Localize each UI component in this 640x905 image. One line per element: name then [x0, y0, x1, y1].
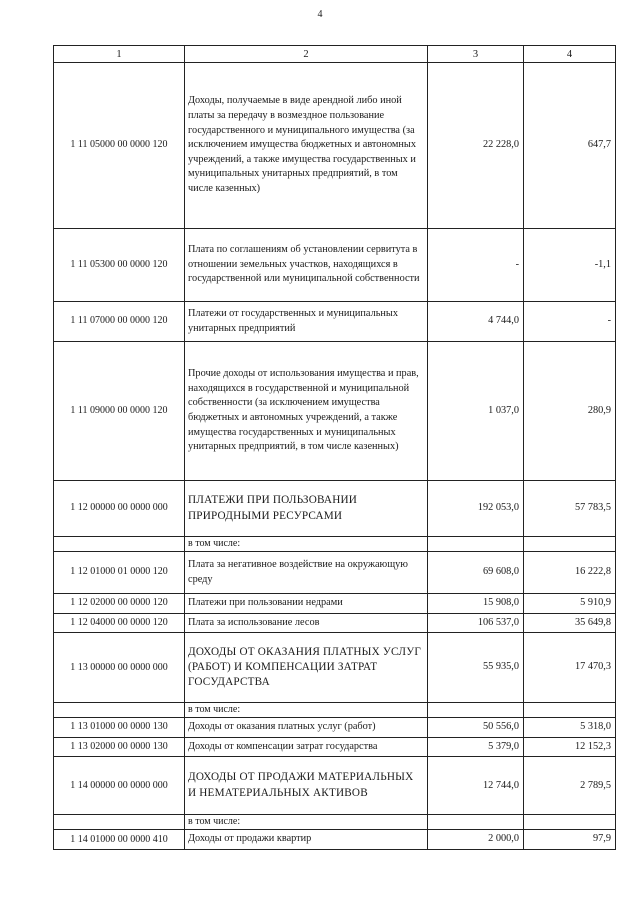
row-value-col4: 2 789,5	[524, 757, 616, 815]
table-row	[54, 63, 616, 229]
row-code: 1 12 04000 00 0000 120	[54, 613, 185, 633]
empty-cell	[54, 537, 185, 552]
header-col-1: 1	[54, 46, 185, 63]
row-value-col3: 192 053,0	[428, 481, 524, 537]
empty-cell	[524, 815, 616, 830]
row-value-col3: -	[428, 229, 524, 302]
header-col-3: 3	[428, 46, 524, 63]
row-value-col3: 4 744,0	[428, 302, 524, 342]
table-row	[54, 830, 616, 850]
row-value-col4: 647,7	[524, 63, 616, 229]
table-row	[54, 302, 616, 342]
row-value-col3: 12 744,0	[428, 757, 524, 815]
row-description: Доходы, получаемые в виде арендной либо иной платы за передачу в возмездное пользование государственного и муниципального имущества (за исключением имущества бюджетных и автономных учреждений, а также имущества государственных и муниципальных унитарных предприятий, в том числе казенных)	[185, 63, 428, 229]
subheading-row	[54, 537, 616, 552]
row-description: Доходы от продажи квартир	[185, 830, 428, 850]
row-code: 1 13 01000 00 0000 130	[54, 718, 185, 738]
row-code: 1 13 00000 00 0000 000	[54, 633, 185, 703]
row-value-col4: 57 783,5	[524, 481, 616, 537]
row-value-col3: 5 379,0	[428, 737, 524, 757]
subheading-label: в том числе:	[185, 537, 428, 552]
row-code: 1 11 05000 00 0000 120	[54, 63, 185, 229]
row-description: Доходы от компенсации затрат государства	[185, 737, 428, 757]
row-value-col4: 5 318,0	[524, 718, 616, 738]
empty-cell	[428, 815, 524, 830]
empty-cell	[524, 703, 616, 718]
row-description: Плата за негативное воздействие на окружающую среду	[185, 552, 428, 594]
row-value-col3: 1 037,0	[428, 342, 524, 481]
row-description: Плата по соглашениям об установлении сервитута в отношении земельных участков, находящихся в государственной или муниципальной собственности	[185, 229, 428, 302]
subheading-label: в том числе:	[185, 703, 428, 718]
table-row	[54, 633, 616, 703]
budget-revenue-table	[53, 45, 616, 850]
table-row	[54, 552, 616, 594]
row-code: 1 11 09000 00 0000 120	[54, 342, 185, 481]
row-value-col3: 22 228,0	[428, 63, 524, 229]
row-code: 1 12 02000 00 0000 120	[54, 594, 185, 614]
table-row	[54, 342, 616, 481]
table-row	[54, 718, 616, 738]
table-row	[54, 594, 616, 614]
row-code: 1 11 05300 00 0000 120	[54, 229, 185, 302]
row-code: 1 12 01000 01 0000 120	[54, 552, 185, 594]
empty-cell	[428, 537, 524, 552]
row-value-col3: 69 608,0	[428, 552, 524, 594]
header-row	[54, 46, 616, 63]
header-col-4: 4	[524, 46, 616, 63]
row-description: Платежи от государственных и муниципальных унитарных предприятий	[185, 302, 428, 342]
header-col-2: 2	[185, 46, 428, 63]
row-value-col4: 5 910,9	[524, 594, 616, 614]
empty-cell	[428, 703, 524, 718]
table-row	[54, 757, 616, 815]
row-description: Прочие доходы от использования имущества и прав, находящихся в государственной и муниципальной собственности (за исключением имущества бюджетных и автономных учреждений, а также имущества государственных и муниципальных унитарных предприятий, в том числе казенных)	[185, 342, 428, 481]
row-description: Платежи при пользовании недрами	[185, 594, 428, 614]
row-description: ПЛАТЕЖИ ПРИ ПОЛЬЗОВАНИИ ПРИРОДНЫМИ РЕСУРСАМИ	[185, 481, 428, 537]
row-value-col4: 35 649,8	[524, 613, 616, 633]
row-value-col4: 280,9	[524, 342, 616, 481]
page-number: 4	[317, 9, 323, 20]
row-code: 1 12 00000 00 0000 000	[54, 481, 185, 537]
row-value-col4: -	[524, 302, 616, 342]
row-code: 1 11 07000 00 0000 120	[54, 302, 185, 342]
row-description: ДОХОДЫ ОТ ПРОДАЖИ МАТЕРИАЛЬНЫХ И НЕМАТЕРИАЛЬНЫХ АКТИВОВ	[185, 757, 428, 815]
row-description: Доходы от оказания платных услуг (работ)	[185, 718, 428, 738]
row-value-col4: 97,9	[524, 830, 616, 850]
row-value-col3: 15 908,0	[428, 594, 524, 614]
row-value-col4: -1,1	[524, 229, 616, 302]
row-value-col4: 16 222,8	[524, 552, 616, 594]
row-code: 1 14 00000 00 0000 000	[54, 757, 185, 815]
table-row	[54, 613, 616, 633]
empty-cell	[54, 703, 185, 718]
row-value-col3: 50 556,0	[428, 718, 524, 738]
row-value-col4: 17 470,3	[524, 633, 616, 703]
row-value-col4: 12 152,3	[524, 737, 616, 757]
row-value-col3: 2 000,0	[428, 830, 524, 850]
empty-cell	[54, 815, 185, 830]
row-description: Плата за использование лесов	[185, 613, 428, 633]
table-row	[54, 229, 616, 302]
subheading-row	[54, 815, 616, 830]
subheading-row	[54, 703, 616, 718]
row-value-col3: 106 537,0	[428, 613, 524, 633]
table-row	[54, 481, 616, 537]
row-code: 1 13 02000 00 0000 130	[54, 737, 185, 757]
row-value-col3: 55 935,0	[428, 633, 524, 703]
row-code: 1 14 01000 00 0000 410	[54, 830, 185, 850]
subheading-label: в том числе:	[185, 815, 428, 830]
empty-cell	[524, 537, 616, 552]
table-row	[54, 737, 616, 757]
row-description: ДОХОДЫ ОТ ОКАЗАНИЯ ПЛАТНЫХ УСЛУГ (РАБОТ) И КОМПЕНСАЦИИ ЗАТРАТ ГОСУДАРСТВА	[185, 633, 428, 703]
